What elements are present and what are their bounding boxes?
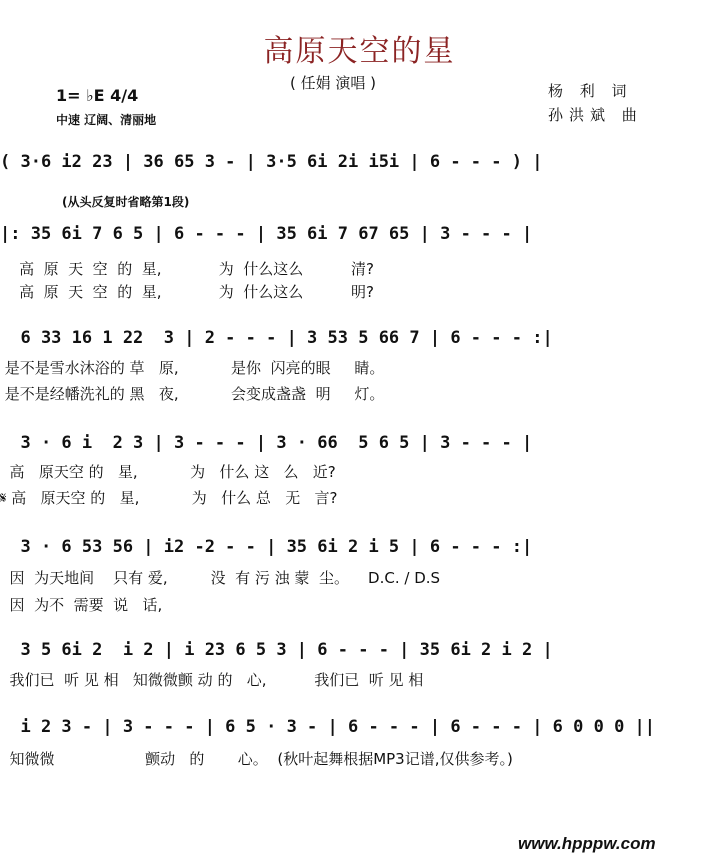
- lyric-line-4b: 因 为不 需要 说 话,: [0, 596, 163, 614]
- score-line-5: 3 5 6i 2 i 2 | i 23 6 5 3 | 6 - - - | 35 6i 2 i 2 |: [0, 640, 553, 660]
- song-title: 高原天空的星: [263, 34, 456, 69]
- repeat-note: (从头反复时省略第1段): [62, 195, 190, 209]
- score-line-1: |: 35 6i 7 6 5 | 6 - - - | 35 6i 7 67 65 | 3 - - - |: [0, 224, 533, 244]
- site-watermark: www.hpppw.com: [518, 834, 656, 853]
- tempo-marking: 中速 辽阔、清丽地: [56, 113, 157, 127]
- lyric-line-5: 我们已 听 见 相 知微微颤 动 的 心, 我们已 听 见 相: [0, 671, 424, 689]
- score-line-6: i 2 3 - | 3 - - - | 6 5 · 3 - | 6 - - - | 6 - - - | 6 0 0 0 ||: [0, 717, 656, 737]
- intro-score-line: ( 3·6 i2 23 | 36 65 3 - | 3·5 6i 2i i5i | 6 - - - ) |: [0, 152, 543, 172]
- key-signature: 1= ♭E 4/4: [56, 86, 139, 105]
- score-line-2: 6 33 16 1 22 3 | 2 - - - | 3 53 5 66 7 | 6 - - - :|: [0, 328, 553, 348]
- score-line-4: 3 · 6 53 56 | i2 -2 - - | 35 6i 2 i 5 | 6 - - - :|: [0, 537, 533, 557]
- composer-credit: 孙洪斌 曲: [548, 106, 643, 124]
- lyric-line-2a: 是不是雪水沐浴的 草 原, 是你 闪亮的眼 睛。: [0, 359, 385, 377]
- performer-line: ( 任娟 演唱 ): [290, 74, 377, 92]
- lyric-line-3a: 高 原天空 的 星, 为 什么 这 么 近?: [0, 463, 336, 481]
- score-line-3: 3 · 6 i 2 3 | 3 - - - | 3 · 66 5 6 5 | 3 - - - |: [0, 433, 533, 453]
- lyric-line-6: 知微微 颤动 的 心。 (秋叶起舞根据MP3记谱,仅供参考。): [0, 750, 513, 768]
- lyric-line-2b: 是不是经幡洗礼的 黑 夜, 会变成盏盏 明 灯。: [0, 385, 385, 403]
- lyricist-credit: 杨 利 词: [548, 82, 633, 100]
- lyric-line-4a: 因 为天地间 只有 爱, 没 有 污 浊 蒙 尘。 D.C. / D.S: [0, 569, 441, 587]
- lyric-line-1a: 高 原 天 空 的 星, 为 什么这么 清?: [0, 260, 374, 278]
- lyric-line-1b: 高 原 天 空 的 星, 为 什么这么 明?: [0, 283, 374, 301]
- lyric-line-3b: 𝄋 高 原天空 的 星, 为 什么 总 无 言?: [0, 489, 338, 507]
